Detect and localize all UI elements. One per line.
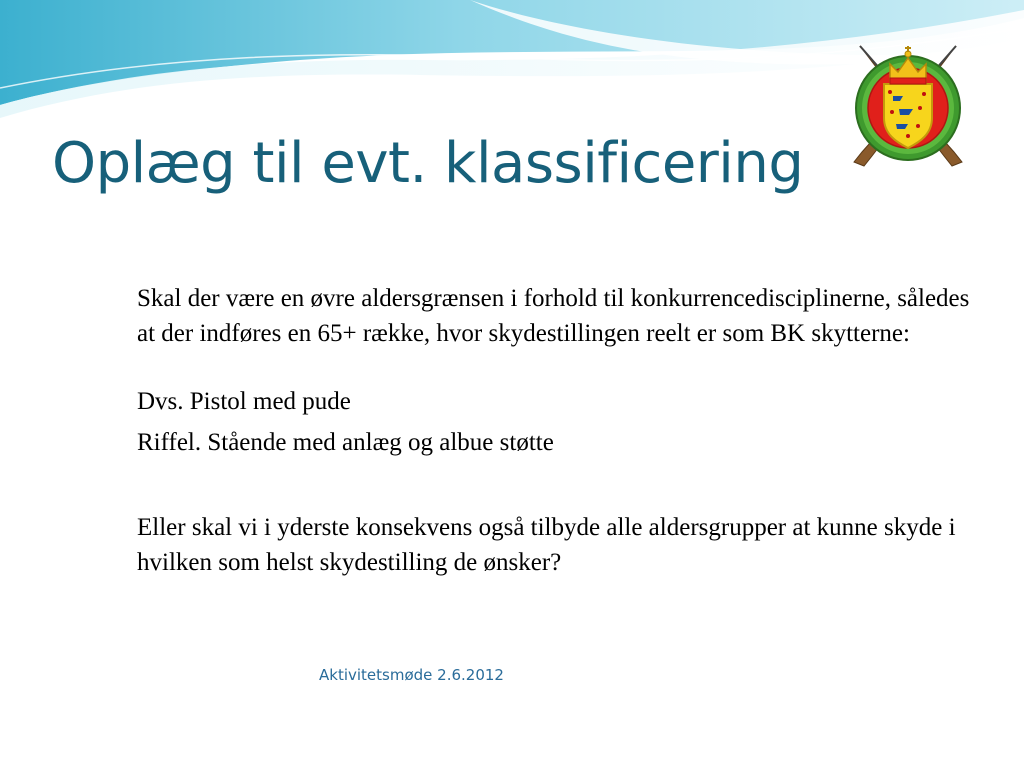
crest-logo-icon bbox=[846, 34, 970, 168]
body-paragraph-rifle: Riffel. Stående med anlæg og albue støtte bbox=[137, 429, 554, 456]
slide-footer: Aktivitetsmøde 2.6.2012 bbox=[319, 666, 504, 684]
body-paragraph-question: Skal der være en øvre aldersgrænsen i forhold til konkurrencedisciplinerne, således at der indføres en 65+ række, hvor skydestillingen reelt er som BK skytterne: bbox=[137, 285, 970, 347]
body-paragraph-alternative: Eller skal vi i yderste konsekvens også tilbyde alle aldersgrupper at kunne skyde i hvilken som helst skydestilling de ønsker? bbox=[137, 514, 956, 576]
slide-title: Oplæg til evt. klassificering bbox=[52, 131, 804, 196]
body-paragraph-pistol: Dvs. Pistol med pude bbox=[137, 388, 351, 415]
slide-body bbox=[137, 281, 977, 580]
